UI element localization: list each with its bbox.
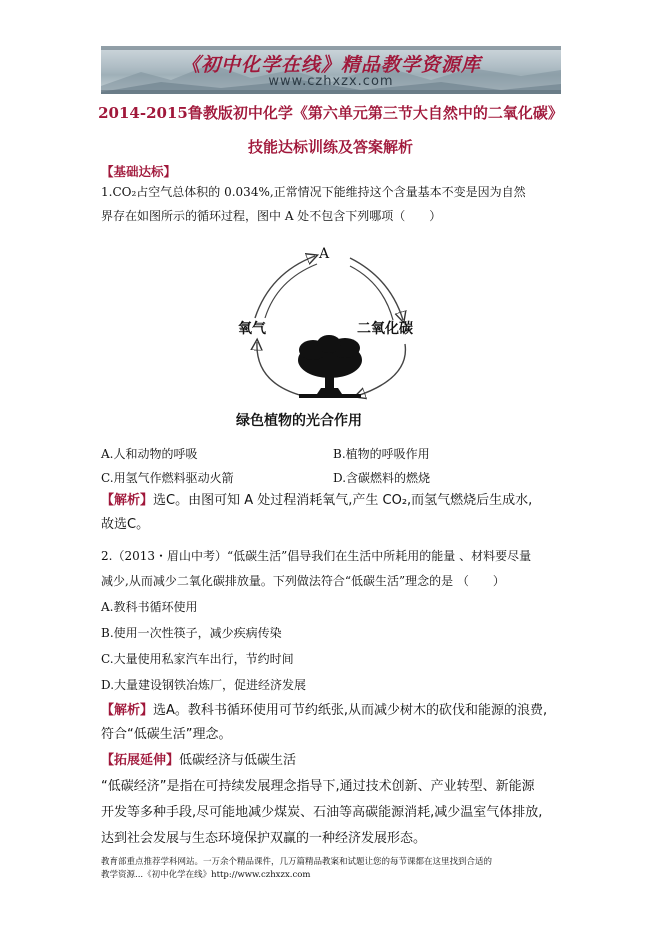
q1-option-d: D.含碳燃料的燃烧: [333, 471, 431, 485]
q2-option-c: C.大量使用私家汽车出行，节约时间: [101, 652, 294, 666]
q1-analysis-line1: [101, 492, 532, 510]
diagram-label-a: A: [319, 246, 330, 262]
arrow-oxygen-to-a-inner: [265, 264, 317, 318]
banner-title: 《初中化学在线》精品教学资源库: [180, 54, 481, 76]
header-banner: [101, 46, 561, 94]
footer-line1: 教育部重点推荐学科网站。一万余个精品课件，几万篇精品教案和试题让您的每节课都在这里找到合适的: [101, 857, 493, 867]
diagram-caption: 绿色植物的光合作用: [236, 413, 362, 429]
extension-line3: 达到社会发展与生态环境保护双赢的一种经济发展形态。: [101, 831, 427, 846]
arrow-oxygen-to-a: [255, 256, 315, 318]
extension-line2: 开发等多种手段,尽可能地减少煤炭、石油等高碳能源消耗,减少温室气体排放,: [101, 805, 543, 820]
q2-line2: 减少,从而减少二氧化碳排放量。下列做法符合“低碳生活”理念的是 （ ）: [101, 574, 505, 588]
q2-analysis-line1: [101, 702, 547, 720]
arrow-plant-to-oxygen: [257, 342, 303, 396]
q1-analysis-text: 选C。由图可知 A 处过程消耗氧气,产生 CO₂,而氢气燃烧后生成水,: [153, 493, 533, 508]
q2-option-a: A.教科书循环使用: [101, 600, 198, 614]
diagram-label-oxygen: 氧气: [238, 321, 266, 337]
carbon-cycle-diagram: [225, 238, 445, 438]
q1-option-a: A.人和动物的呼吸: [101, 447, 198, 461]
footer: [101, 856, 492, 882]
q2-line1: 2.（2013・眉山中考）“低碳生活”倡导我们在生活中所耗用的能量 、材料要尽量: [101, 549, 532, 563]
document-title: 2014-2015鲁教版初中化学《第六单元第三节大自然中的二氧化碳》: [98, 104, 563, 122]
extension-line1: “低碳经济”是指在可持续发展理念指导下,通过技术创新、产业转型、新能源: [101, 779, 535, 794]
arrow-co2-to-plant: [357, 344, 405, 396]
section-basic-label: 【基础达标】: [101, 164, 177, 179]
q1-option-b: B.植物的呼吸作用: [333, 447, 430, 461]
q2-analysis-line2: 符合“低碳生活”理念。: [101, 727, 232, 742]
arrow-a-to-co2-inner: [350, 266, 393, 320]
q1-line1: 1.CO₂占空气总体积的 0.034%,正常情况下能维持这个含量基本不变是因为自然: [101, 185, 526, 199]
q2-analysis-text: 选A。教科书循环使用可节约纸张,从而减少树木的砍伐和能源的浪费,: [153, 703, 548, 718]
document-subtitle: 技能达标训练及答案解析: [247, 138, 413, 156]
footer-line2[interactable]: 教学资源...《初中化学在线》http://www.czhxzx.com: [101, 870, 311, 880]
diagram-label-co2: 二氧化碳: [357, 321, 413, 337]
q1-analysis-label: 【解析】: [101, 493, 154, 508]
arrow-a-to-co2: [350, 258, 403, 320]
q2-option-d: D.大量建设钢铁冶炼厂，促进经济发展: [101, 678, 307, 692]
banner-url[interactable]: www.czhxzx.com: [268, 74, 394, 89]
q1-option-c: C.用氢气作燃料驱动火箭: [101, 471, 234, 485]
q1-line2: 界存在如图所示的循环过程，图中 A 处不包含下列哪项（ ）: [101, 209, 442, 223]
extension-title: 低碳经济与低碳生活: [179, 753, 297, 768]
q1-analysis-line2: 故选C。: [101, 517, 150, 532]
extension-label: 【拓展延伸】: [101, 753, 180, 768]
q2-analysis-label: 【解析】: [101, 703, 154, 718]
extension-heading: [101, 752, 296, 770]
tree-icon: [298, 335, 362, 398]
q2-option-b: B.使用一次性筷子，减少疾病传染: [101, 626, 282, 640]
